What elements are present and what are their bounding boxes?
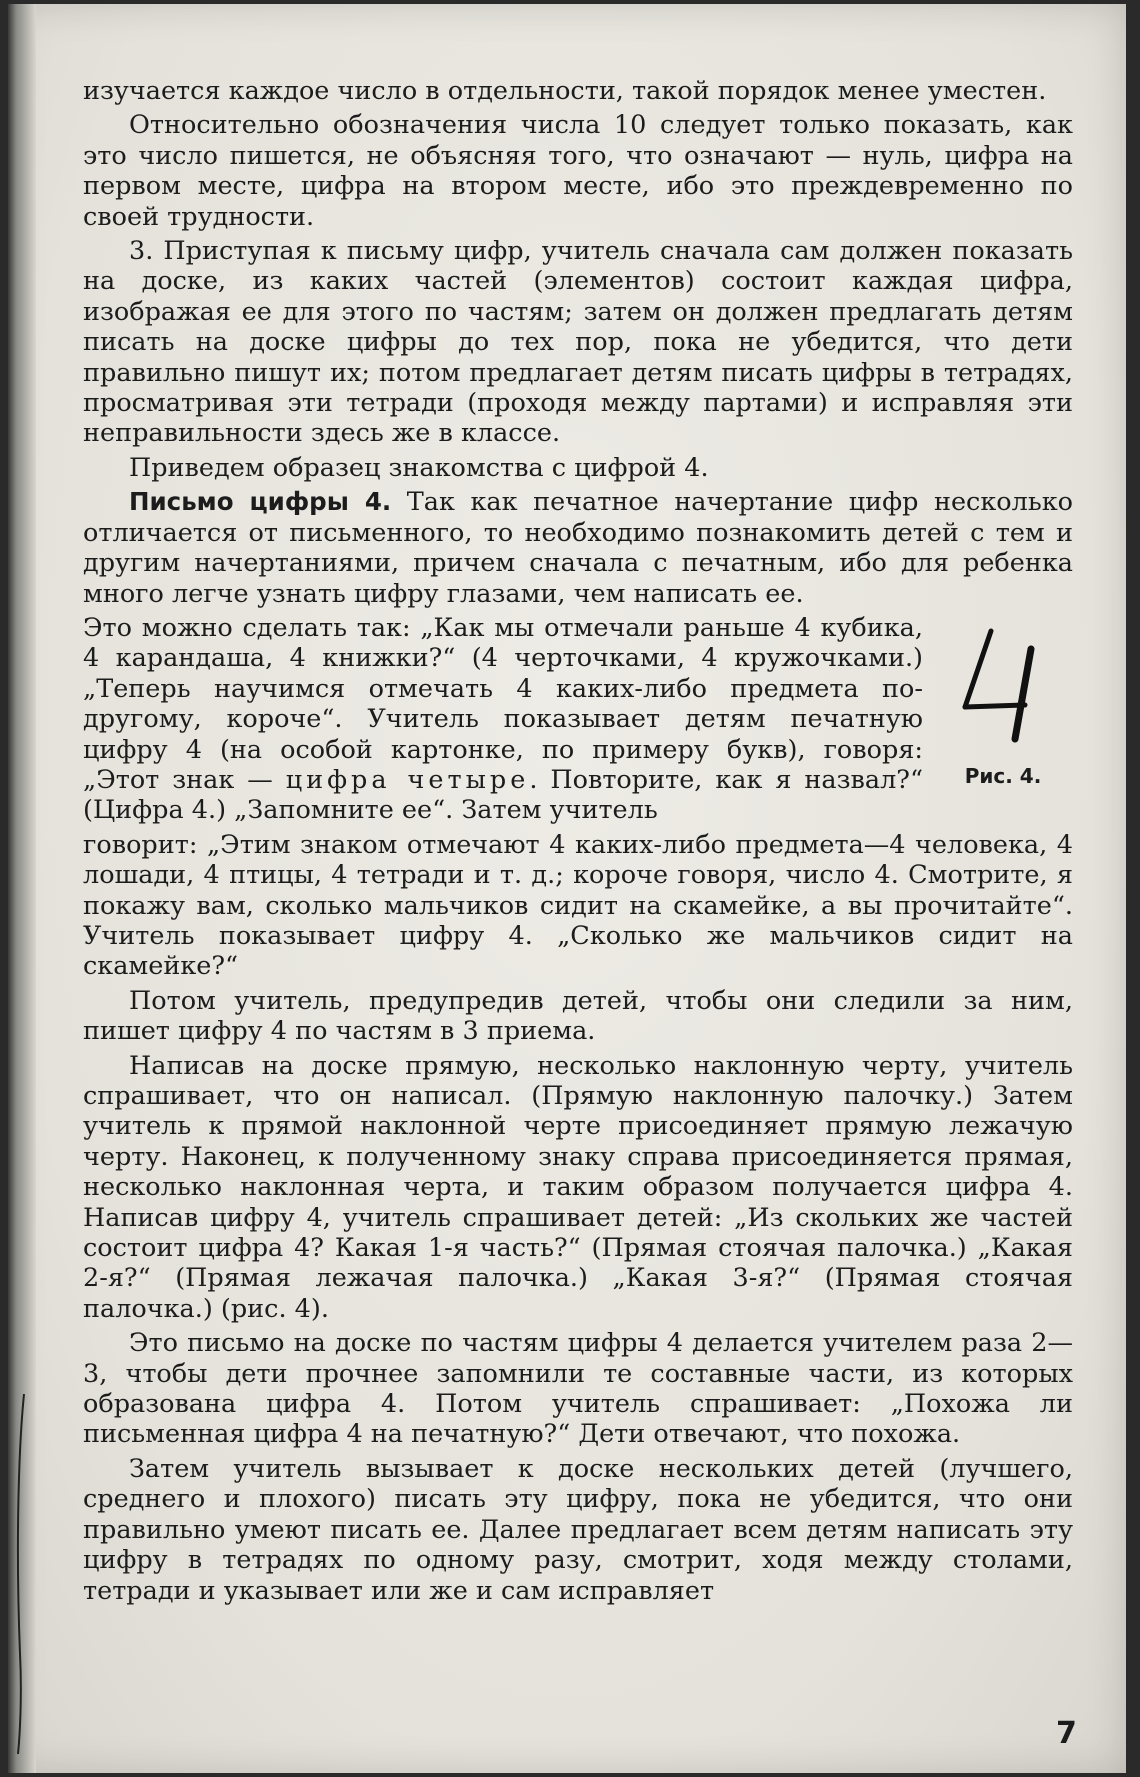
page-body [83,76,1073,1610]
section-writing-digit-four [83,487,1073,609]
paragraph-repetition: Это письмо на доске по частям цифры 4 делается учителем раза 2—3, чтобы дети прочнее запомнили те составные части, из которых образована цифра 4. Потом учитель спрашивает: „Похожа ли письменная цифра 4 на печатную?“ Дети отвечают, что похожа. [83,1328,1073,1450]
paragraph-writing-steps: Написав на доске прямую, несколько наклонную черту, учитель спрашивает, что он написал. (Прямую наклонную палочку.) Затем учитель к прямой наклонной черте присоединяет прямую лежачую черту. Наконец, к полученному знаку справа присоединяется прямая, несколько наклонная черта, и таким образом получается цифра 4. Написав цифру 4, учитель спрашивает детей: „Из скольких же частей состоит цифра 4? Какая 1-я часть?“ (Прямая стоячая палочка.) „Какая 2-я?“ (Прямая лежачая палочка.) „Какая 3-я?“ (Прямая стоячая палочка.) (рис. 4). [83,1050,1073,1324]
section-text: Так как печатное начертание цифр несколько отличается от письменного, то необходимо познакомить детей с тем и другим начертаниями, причем сначала с печатным, ибо для ребенка много легче узнать цифру глазами, чем написать ее. [83,487,1073,609]
paragraph-practice: Затем учитель вызывает к доске нескольких детей (лучшего, среднего и плохого) писать эту цифру, пока не убедится, что они правильно умеют писать ее. Далее предлагает всем детям написать эту цифру в тетрадях по одному разу, смотрит, ходя между столами, тетради и указывает или же и сам исправляет [83,1453,1073,1606]
paragraph-example-intro: Приведем образец знакомства с цифрой 4. [129,452,709,483]
margin-pencil-mark [14,1394,28,1754]
page-number: 7 [1056,1716,1077,1751]
figure-4 [933,613,1073,793]
paragraph-number-ten: Относительно обозначения числа 10 следует только показать, как это число пишется, не объясняя того, что означают — нуль, цифра на первом месте, цифра на втором месте, ибо это преждевременно по своей трудности. [83,110,1073,232]
paragraph-writing-digits: 3. Приступая к письму цифр, учитель сначала сам должен показать на доске, из каких частей (элементов) состоит каждая цифра, изображая ее для этого по частям; затем он должен предлагать детям писать на доске цифры до тех пор, пока не убедится, что дети правильно пишут их; потом предлагает детям писать цифры в тетрадях, просматривая эти тетради (проходя между партами) и исправляя эти неправильности здесь же в классе. [83,236,1073,449]
figure-caption: Рис. 4. [964,763,1042,788]
handwritten-four-figure [953,621,1053,751]
figure-text-part1: Это можно сделать так: „Как мы отмечали раньше 4 кубика, 4 карандаша, 4 книжки?“ (4 черточками, 4 кружочками.) „Теперь научимся отмечать 4 каких-либо предмета по-другому, короче“. Учитель показывает детям печатную цифру 4 (на особой картонке, по примеру букв), говоря: „Этот знак — [83,612,923,795]
figure-block [83,613,1073,826]
paragraph-continuation: изучается каждое число в отдельности, такой порядок менее уместен. [83,76,1047,106]
book-page [8,4,1126,1773]
figure-wrapped-text [83,613,923,826]
paragraph-three-steps: Потом учитель, предупредив детей, чтобы они следили за ним, пишет цифру 4 по частям в 3 приема. [83,985,1073,1047]
section-lead-title: Письмо цифры 4. [129,487,392,517]
figure-text-part2: . Повторите, как я назвал?“ (Цифра 4.) „Запомните ее“. Затем учитель [83,764,923,826]
figure-text-spaced: цифра четыре [285,764,530,795]
paragraph-teacher-says: говорит: „Этим знаком отмечают 4 каких-либо предмета—4 человека, 4 лошади, 4 птицы, 4 тетради и т. д.; короче говоря, число 4. Смотрите, я покажу вам, сколько мальчиков сидит на скамейке, а вы прочитайте“. Учитель показывает цифру 4. „Сколько же мальчиков сидит на скамейке?“ [83,829,1073,982]
